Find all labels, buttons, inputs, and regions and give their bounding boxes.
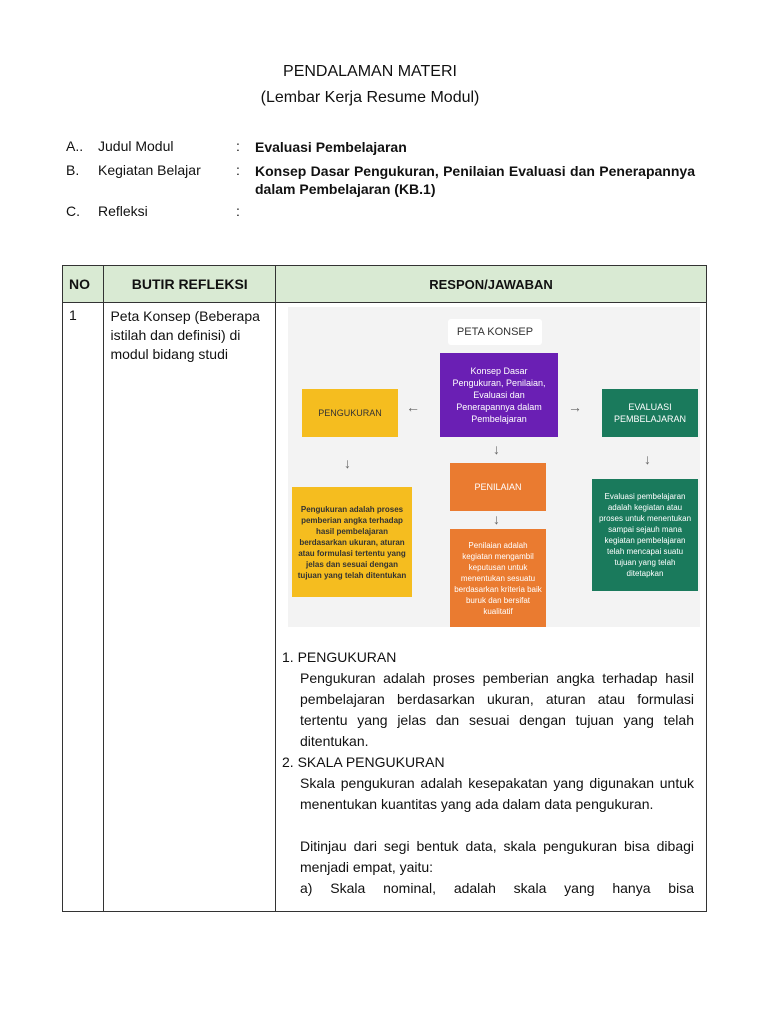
reflection-table [62, 265, 707, 912]
answer-item-paragraph: Ditinjau dari segi bentuk data, skala pengukuran bisa dibagi menjadi empat, yaitu: [300, 838, 694, 875]
arrow-down-icon: ↓ [344, 455, 351, 471]
diagram-evaluasi-desc: Evaluasi pembelajaran adalah kegiatan atau proses untuk menentukan sampai sejauh mana kegiatan pembelajaran telah mencapai suatu tujuan yang telah ditetapkan [592, 479, 698, 591]
table-row [63, 303, 707, 912]
arrow-right-icon: → [568, 399, 582, 415]
header-butir: BUTIR REFLEKSI [104, 266, 276, 303]
arrow-left-icon: ← [406, 399, 420, 415]
diagram-title: PETA KONSEP [448, 319, 542, 345]
answer-text [282, 647, 694, 899]
answer-item-heading: 2. SKALA PENGUKURAN [282, 754, 445, 770]
diagram-center-box: Konsep Dasar Pengukuran, Penilaian, Evaluasi dan Penerapannya dalam Pembelajaran [440, 353, 558, 437]
concept-map-image [288, 307, 700, 627]
answer-item-body: Skala pengukuran adalah kesepakatan yang digunakan untuk menentukan kuantitas yang ada dalam data pengukuran. [300, 775, 694, 812]
row-response [276, 303, 707, 912]
meta-label: Judul Modul [98, 138, 174, 154]
page-title: PENDALAMAN MATERI [283, 63, 457, 80]
arrow-down-icon: ↓ [493, 441, 500, 457]
row-number: 1 [63, 303, 104, 912]
meta-label: Kegiatan Belajar [98, 162, 201, 178]
meta-colon: : [236, 162, 240, 178]
diagram-pengukuran-box: PENGUKURAN [302, 389, 398, 437]
row-butir: Peta Konsep (Beberapa istilah dan definisi) di modul bidang studi [104, 303, 276, 912]
meta-colon: : [236, 203, 240, 219]
header-no: NO [63, 266, 104, 303]
page-subtitle: (Lembar Kerja Resume Modul) [260, 89, 480, 106]
meta-letter: A.. [66, 138, 84, 154]
arrow-down-icon: ↓ [644, 451, 651, 467]
diagram-evaluasi-box: EVALUASI PEMBELAJARAN [602, 389, 698, 437]
meta-colon: : [236, 138, 240, 154]
meta-value: Evaluasi Pembelajaran [255, 139, 407, 155]
meta-letter: B. [66, 162, 80, 178]
answer-item-body: Pengukuran adalah proses pemberian angka terhadap hasil pembelajaran berdasarkan ukuran, aturan atau formulasi tertentu yang jelas dan sesuai dengan tujuan yang telah ditentukan. [300, 670, 694, 749]
meta-label: Refleksi [98, 203, 148, 219]
header-respon: RESPON/JAWABAN [276, 266, 707, 303]
arrow-down-icon: ↓ [493, 511, 500, 527]
diagram-pengukuran-desc: Pengukuran adalah proses pemberian angka terhadap hasil pembelajaran berdasarkan ukuran, aturan atau formulasi tertentu yang jelas dan sesuai dengan tujuan yang telah ditentukan [292, 487, 412, 597]
meta-value: Konsep Dasar Pengukuran, Penilaian Evaluasi dan Penerapannya dalam Pembelajaran (KB.1) [255, 163, 695, 197]
diagram-penilaian-desc: Penilaian adalah kegiatan mengambil keputusan untuk menentukan sesuatu berdasarkan kriteria baik buruk dan bersifat kualitatif [450, 529, 546, 627]
answer-item-heading: 1. PENGUKURAN [282, 649, 397, 665]
meta-letter: C. [66, 203, 80, 219]
answer-subitem: a) Skala nominal, adalah skala yang hanya bisa [300, 880, 694, 896]
diagram-penilaian-box: PENILAIAN [450, 463, 546, 511]
